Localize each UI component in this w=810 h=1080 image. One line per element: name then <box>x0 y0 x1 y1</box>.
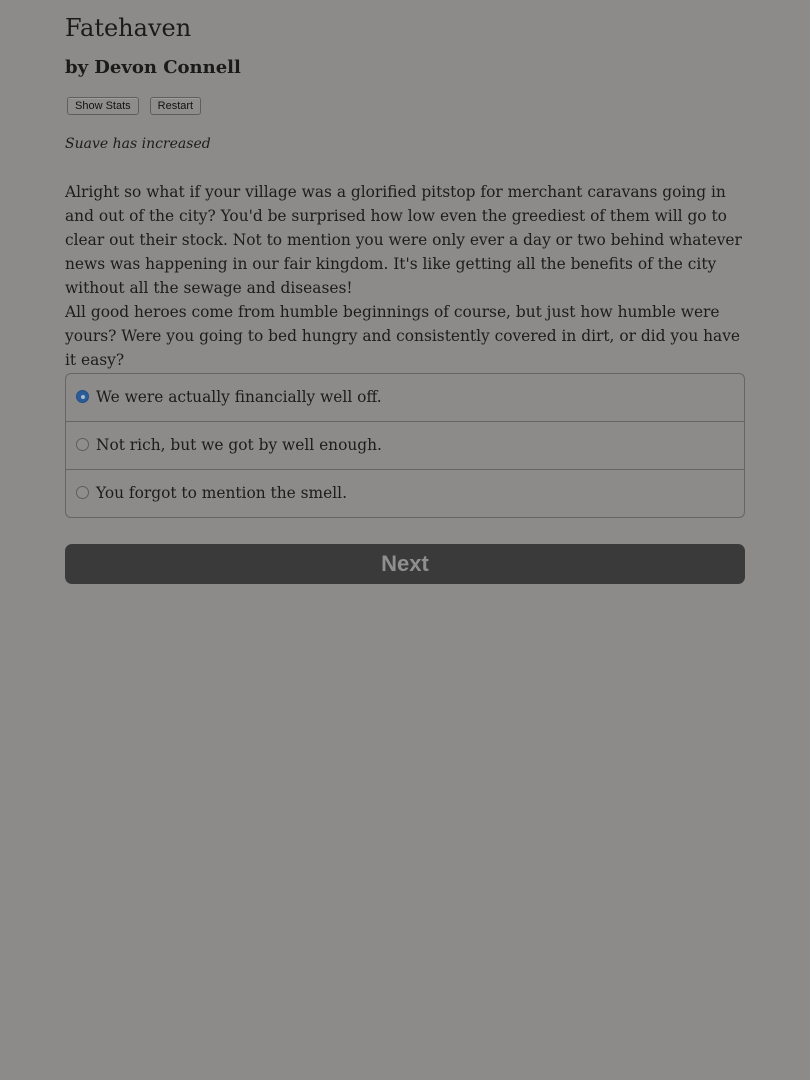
radio-button[interactable] <box>76 438 89 451</box>
next-button[interactable]: Next <box>65 544 745 584</box>
toolbar <box>67 97 201 115</box>
choice-option[interactable] <box>66 422 744 470</box>
story-paragraph: All good heroes come from humble beginnings of course, but just how humble were yours? Were you going to bed hungry and consistently covered in dirt, or did you have it easy? <box>65 303 741 369</box>
choice-label[interactable]: You forgot to mention the smell. <box>96 484 347 502</box>
story-paragraph: Alright so what if your village was a glorified pitstop for merchant caravans going in and out of the city? You'd be surprised how low even the greediest of them will go to clear out their stock. Not to mention you were only ever a day or two behind whatever news was happening in our fair kingdom. It's like getting all the benefits of the city without all the sewage and diseases! <box>65 183 742 297</box>
choice-label[interactable]: We were actually financially well off. <box>96 388 382 406</box>
restart-button[interactable]: Restart <box>150 97 201 115</box>
game-title: Fatehaven <box>65 14 192 42</box>
stat-change-notice: Suave has increased <box>65 136 211 152</box>
choice-label[interactable]: Not rich, but we got by well enough. <box>96 436 382 454</box>
radio-button[interactable] <box>76 486 89 499</box>
author-byline: by Devon Connell <box>65 57 241 78</box>
choice-option[interactable] <box>66 374 744 422</box>
radio-button-selected[interactable] <box>76 390 89 403</box>
show-stats-button[interactable]: Show Stats <box>67 97 139 115</box>
choice-option[interactable] <box>66 470 744 518</box>
choice-list <box>65 373 745 518</box>
